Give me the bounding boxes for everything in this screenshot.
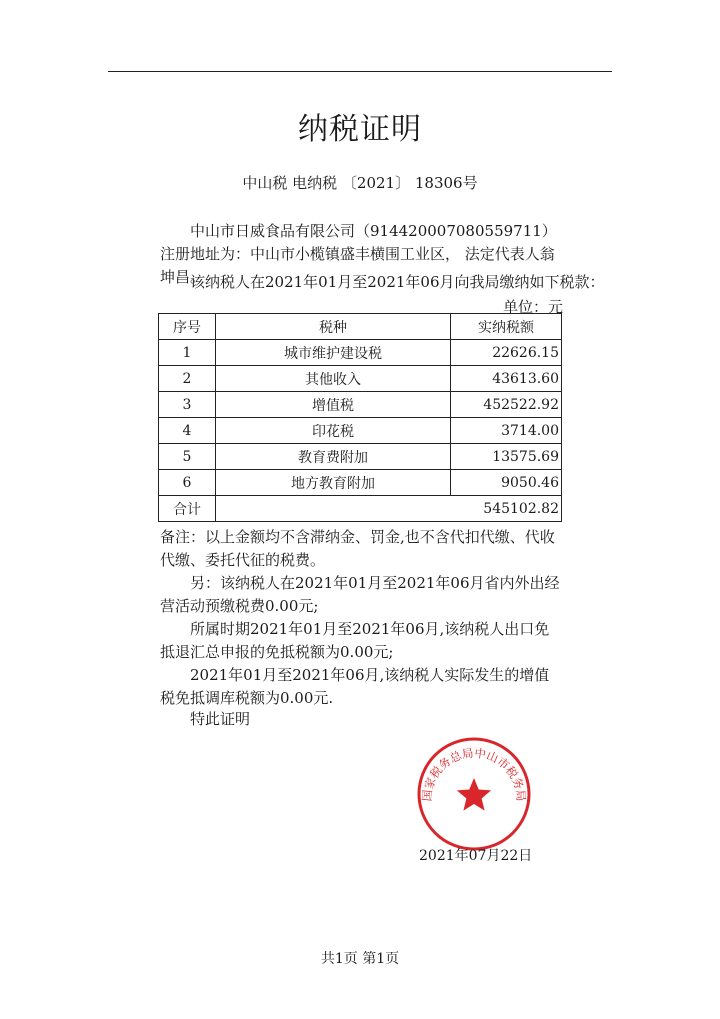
table-total-row xyxy=(159,496,562,522)
extra-note-3: 2021年01月至2021年06月,该纳税人实际发生的增值税免抵调库税额为0.00元. xyxy=(160,666,550,707)
row-amount: 22626.15 xyxy=(451,340,562,366)
header-rule xyxy=(108,71,612,72)
issue-date: 2021年07月22日 xyxy=(419,848,533,864)
official-seal-icon xyxy=(416,736,532,852)
row-type: 教育费附加 xyxy=(216,444,451,470)
row-amount: 13575.69 xyxy=(451,444,562,470)
intro-paragraph: 中山市日威食品有限公司（914420007080559711）注册地址为：中山市小榄镇盛丰横围工业区， 法定代表人翁坤昌。 xyxy=(160,222,557,286)
extra-note-2: 所属时期2021年01月至2021年06月,该纳税人出口免抵退汇总申报的免抵税额为0.00元; xyxy=(160,620,550,661)
row-type: 印花税 xyxy=(216,418,451,444)
row-no: 1 xyxy=(159,340,216,366)
total-spacer xyxy=(216,496,451,522)
row-no: 4 xyxy=(159,418,216,444)
seal-text: 国家税务总局中山市税务局 xyxy=(419,745,529,802)
row-no: 6 xyxy=(159,470,216,496)
table-header-row xyxy=(159,314,562,340)
remark-paragraph: 备注：以上金额均不含滞纳金、罚金,也不含代扣代缴、代收代缴、委托代征的税费。 xyxy=(160,528,555,569)
table-row xyxy=(159,392,562,418)
row-amount: 9050.46 xyxy=(451,470,562,496)
table-row xyxy=(159,366,562,392)
header-amount: 实纳税额 xyxy=(451,314,562,340)
page-indicator: 共1页 第1页 xyxy=(320,951,400,967)
row-type: 城市维护建设税 xyxy=(216,340,451,366)
row-no: 3 xyxy=(159,392,216,418)
table-row xyxy=(159,444,562,470)
unit-label: 单位：元 xyxy=(502,298,563,316)
tax-table xyxy=(158,313,562,522)
row-no: 5 xyxy=(159,444,216,470)
table-row xyxy=(159,340,562,366)
document-number: 中山税 电纳税 〔2021〕 18306号 xyxy=(242,174,478,192)
row-type: 其他收入 xyxy=(216,366,451,392)
extra-note-1: 另：该纳税人在2021年01月至2021年06月省内外出经营活动预缴税费0.00元; xyxy=(160,574,560,615)
row-type: 增值税 xyxy=(216,392,451,418)
closing-text: 特此证明 xyxy=(190,710,251,728)
total-amount: 545102.82 xyxy=(451,496,562,522)
row-amount: 3714.00 xyxy=(451,418,562,444)
row-type: 地方教育附加 xyxy=(216,470,451,496)
table-row xyxy=(159,470,562,496)
period-statement: 该纳税人在2021年01月至2021年06月向我局缴纳如下税款： xyxy=(190,273,605,291)
header-type: 税种 xyxy=(216,314,451,340)
document-title: 纳税证明 xyxy=(298,112,422,147)
header-no: 序号 xyxy=(159,314,216,340)
seal-star-icon xyxy=(457,778,491,811)
row-no: 2 xyxy=(159,366,216,392)
table-row xyxy=(159,418,562,444)
row-amount: 43613.60 xyxy=(451,366,562,392)
total-label: 合计 xyxy=(159,496,216,522)
row-amount: 452522.92 xyxy=(451,392,562,418)
